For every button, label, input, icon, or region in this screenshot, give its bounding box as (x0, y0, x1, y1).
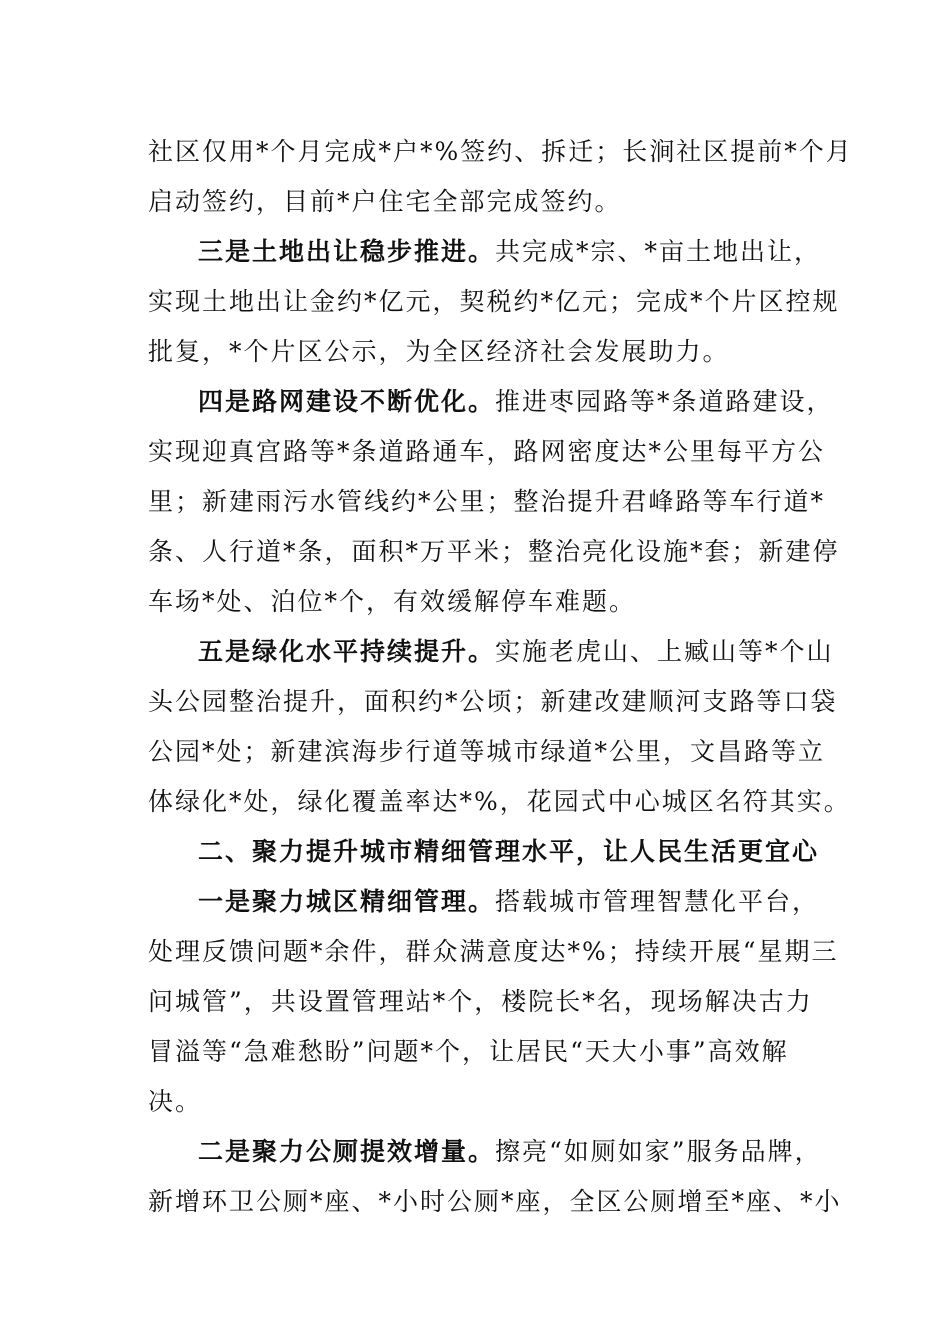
body-text: 推进枣园路等*条道路建设， (495, 387, 834, 416)
body-text: 擦亮“如厕如家”服务品牌， (495, 1137, 822, 1166)
paragraph-lead: 五是绿化水平持续提升。 (198, 637, 496, 666)
body-line: 公园*处；新建滨海步行道等城市绿道*公里，文昌路等立 (148, 737, 826, 766)
body-line: 头公园整治提升，面积约*公顷；新建改建顺河支路等口袋 (148, 687, 838, 716)
body-text: 共完成*宗、*亩土地出让， (495, 237, 822, 266)
body-line: 问城管”，共设置管理站*个，楼院长*名，现场解决古力 (148, 987, 813, 1016)
paragraph-lead: 一是聚力城区精细管理。 (198, 887, 496, 916)
body-line: 决。 (148, 1087, 203, 1116)
body-line: 启动签约，目前*户住宅全部完成签约。 (148, 187, 622, 216)
paragraph-first-line (198, 877, 858, 927)
body-line: 车场*处、泊位*个，有效缓解停车难题。 (148, 587, 637, 616)
body-line: 批复，*个片区公示，为全区经济社会发展助力。 (148, 337, 730, 366)
body-line: 实现迎真宫路等*条道路通车，路网密度达*公里每平方公 (148, 437, 826, 466)
body-line: 条、人行道*条，面积*万平米；整治亮化设施*套；新建停 (148, 537, 840, 566)
body-line: 社区仅用*个月完成*户*%签约、拆迁；长涧社区提前*个月 (148, 137, 853, 166)
body-line: 实现土地出让金约*亿元，契税约*亿元；完成*个片区控规 (148, 287, 840, 316)
paragraph-first-line (198, 227, 858, 277)
paragraph-lead: 三是土地出让稳步推进。 (198, 237, 496, 266)
paragraph-first-line (198, 377, 858, 427)
body-line: 里；新建雨污水管线约*公里；整治提升君峰路等车行道* (148, 487, 826, 516)
paragraph-lead: 四是路网建设不断优化。 (198, 387, 496, 416)
body-line: 冒溢等“急难愁盼”问题*个，让居民“天大小事”高效解 (148, 1037, 789, 1066)
section-heading: 二、聚力提升城市精细管理水平，让人民生活更宜心 (198, 837, 820, 866)
paragraph-lead: 二是聚力公厕提效增量。 (198, 1137, 496, 1166)
paragraph-first-line (198, 1127, 858, 1177)
body-line: 新增环卫公厕*座、*小时公厕*座，全区公厕增至*座、*小 (148, 1187, 842, 1216)
body-text: 实施老虎山、上臧山等*个山 (495, 637, 834, 666)
body-line: 处理反馈问题*余件，群众满意度达*%；持续开展“星期三 (148, 937, 839, 966)
paragraph-first-line (198, 627, 858, 677)
body-line: 体绿化*处，绿化覆盖率达*%，花园式中心城区名符其实。 (148, 787, 851, 816)
body-text: 搭载城市管理智慧化平台， (495, 887, 820, 916)
